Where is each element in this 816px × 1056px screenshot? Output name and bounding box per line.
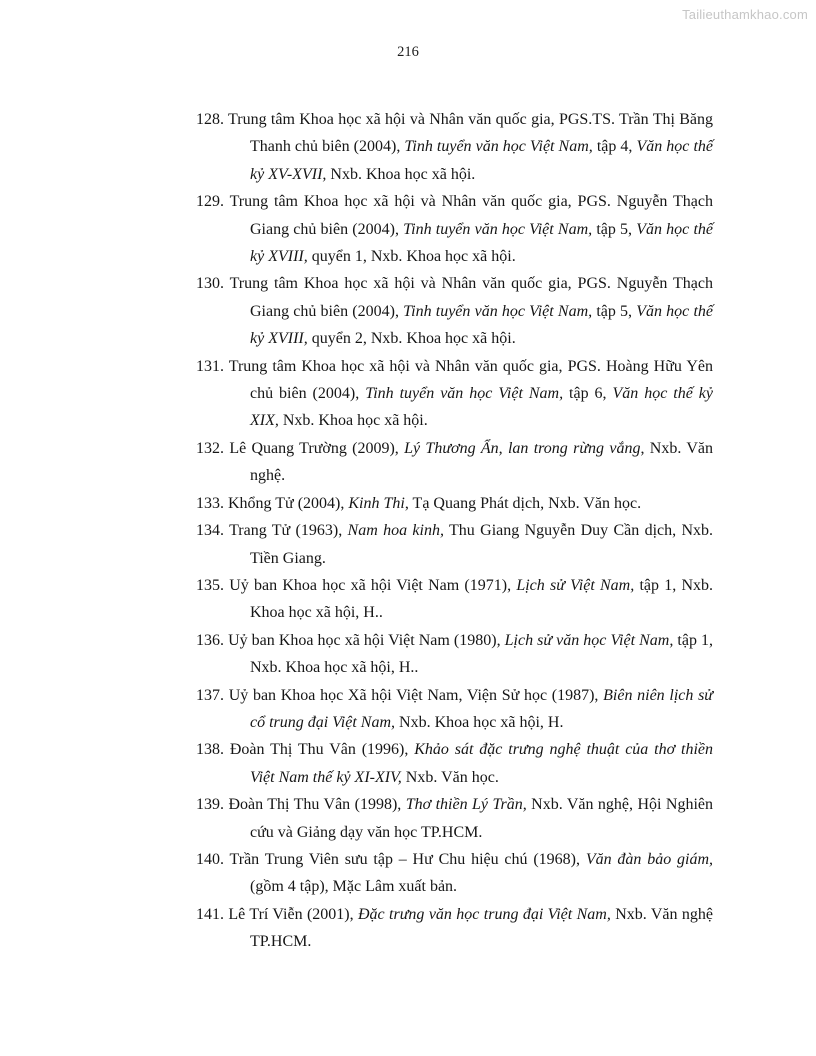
reference-text-segment: quyển 2, Nxb. Khoa học xã hội. (307, 330, 516, 348)
reference-number: 132. (196, 439, 230, 457)
reference-item (196, 736, 713, 791)
reference-item (196, 517, 713, 572)
reference-text-segment: (gồm 4 tập), Mặc Lâm xuất bản. (250, 878, 458, 896)
reference-text-segment: , Tạ Quang Phát dịch, Nxb. Văn học. (404, 494, 642, 512)
reference-title-segment: Lịch sử Việt Nam, (516, 576, 635, 594)
reference-title-segment: Tinh tuyển văn học Việt Nam, (403, 302, 593, 320)
reference-item (196, 572, 713, 627)
reference-text-segment: Nxb. Khoa học xã hội. (326, 165, 476, 183)
reference-item (196, 901, 713, 956)
reference-text-segment: Nxb. Khoa học xã hội, H. (395, 713, 564, 731)
reference-item (196, 682, 713, 737)
reference-title-segment: Biên niên lịch sử cổ trung đại Việt Nam, (250, 686, 714, 731)
reference-item (196, 490, 713, 517)
reference-number: 138. (196, 741, 230, 759)
reference-text-segment: tập 6, (563, 385, 613, 403)
reference-text-segment: Trang Tử (1963), (229, 522, 348, 540)
reference-item (196, 435, 713, 490)
page-number: 216 (397, 44, 419, 60)
reference-text-segment: Đoàn Thị Thu Vân (1996), (229, 741, 415, 759)
reference-number: 139. (196, 796, 229, 814)
reference-title-segment: Văn học thế kỷ XIX, (250, 385, 714, 430)
reference-text-segment: tập 1, Nxb. Khoa học xã hội, H.. (250, 631, 714, 677)
reference-text-segment: tập 5, (592, 302, 637, 320)
reference-item (196, 353, 713, 435)
reference-text-segment: Lê Quang Trường (2009), (229, 439, 405, 457)
reference-text-segment: Uỷ ban Khoa học xã hội Việt Nam (1971), (229, 576, 517, 594)
reference-text-segment: tập 5, (592, 220, 637, 238)
reference-text-segment: Trần Trung Viên sưu tập – Hư Chu hiệu chú (1968), (229, 850, 586, 868)
reference-number: 130. (196, 275, 230, 293)
reference-number: 133. (196, 494, 228, 512)
reference-title-segment: Văn học thế kỷ XV-XVII, (250, 138, 713, 183)
reference-number: 135. (196, 576, 230, 594)
reference-title-segment: Khảo sát đặc trưng nghệ thuật của thơ thiền Việt Nam thế kỷ XI-XIV, (250, 741, 713, 786)
reference-text-segment: tập 1, Nxb. Khoa học xã hội, H.. (250, 576, 714, 622)
reference-number: 140. (196, 850, 230, 868)
reference-item (196, 627, 713, 682)
reference-number: 129. (196, 193, 230, 211)
reference-title-segment: Tinh tuyển văn học Việt Nam, (365, 385, 564, 403)
reference-title-segment: Lý Thương Ẩn, lan trong rừng vắng (404, 439, 641, 457)
reference-title-segment: Tinh tuyển văn học Việt Nam, (404, 138, 593, 156)
reference-item (196, 791, 713, 846)
reference-text-segment: Đoàn Thị Thu Vân (1998), (228, 796, 406, 814)
reference-item (196, 846, 713, 901)
reference-number: 137. (196, 686, 229, 704)
reference-text-segment: tập 4, (592, 138, 637, 156)
reference-number: 128. (196, 111, 229, 128)
reference-text-segment: Trung tâm Khoa học xã hội và Nhân văn quốc gia, PGS. Nguyễn Thạch Giang chủ biên (2004), (229, 193, 713, 238)
reference-title-segment: Kinh Thi (348, 494, 405, 512)
reference-number: 131. (196, 357, 229, 375)
reference-text-segment: Nxb. Văn học. (401, 768, 499, 786)
reference-title-segment: Thơ thiền Lý Trần, (405, 796, 527, 814)
reference-text-segment: Trung tâm Khoa học xã hội và Nhân văn quốc gia, PGS. Nguyễn Thạch Giang chủ biên (2004), (229, 275, 713, 320)
reference-text-segment: Trung tâm Khoa học xã hội và Nhân văn quốc gia, PGS. Hoàng Hữu Yên chủ biên (2004), (228, 357, 714, 403)
reference-text-segment: Lê Trí Viễn (2001), (228, 905, 358, 923)
reference-text-segment: Uỷ ban Khoa học Xã hội Việt Nam, Viện Sử học (1987), (228, 686, 604, 704)
reference-item (196, 188, 713, 270)
reference-text-segment: , Nxb. Văn nghệ. (250, 439, 714, 485)
reference-text-segment: Trung tâm Khoa học xã hội và Nhân văn quốc gia, PGS.TS. Trần Thị Băng Thanh chủ biên (2004), (228, 111, 714, 156)
reference-title-segment: Lịch sử văn học Việt Nam, (504, 631, 674, 649)
reference-title-segment: Tinh tuyển văn học Việt Nam, (403, 220, 593, 238)
watermark: Tailieuthamkhao.com (682, 7, 808, 22)
reference-text-segment: Nxb. Khoa học xã hội. (278, 412, 428, 430)
reference-text-segment: Khổng Tử (2004), (228, 494, 349, 512)
references-list (196, 106, 713, 956)
reference-text-segment: Thu Giang Nguyễn Duy Cần dịch, Nxb. Tiền Giang. (250, 522, 714, 567)
reference-text-segment: Uỷ ban Khoa học xã hội Việt Nam (1980), (228, 631, 505, 649)
reference-item (196, 270, 713, 352)
reference-item (196, 106, 713, 188)
reference-number: 134. (196, 522, 230, 540)
reference-text-segment: Nxb. Văn nghệ, Hội Nghiên cứu và Giảng dạy văn học TP.HCM. (250, 796, 714, 841)
reference-title-segment: Văn học thế kỷ XVIII, (250, 302, 714, 348)
reference-title-segment: Văn đàn bảo giám, (585, 850, 714, 868)
reference-text-segment: quyển 1, Nxb. Khoa học xã hội. (307, 248, 516, 266)
reference-number: 136. (196, 631, 229, 649)
reference-text-segment: Nxb. Văn nghệ TP.HCM. (250, 905, 714, 951)
reference-number: 141. (196, 905, 229, 923)
reference-title-segment: Đặc trưng văn học trung đại Việt Nam, (358, 905, 611, 923)
reference-title-segment: Nam hoa kinh, (347, 522, 444, 540)
reference-title-segment: Văn học thế kỷ XVIII, (250, 220, 714, 266)
